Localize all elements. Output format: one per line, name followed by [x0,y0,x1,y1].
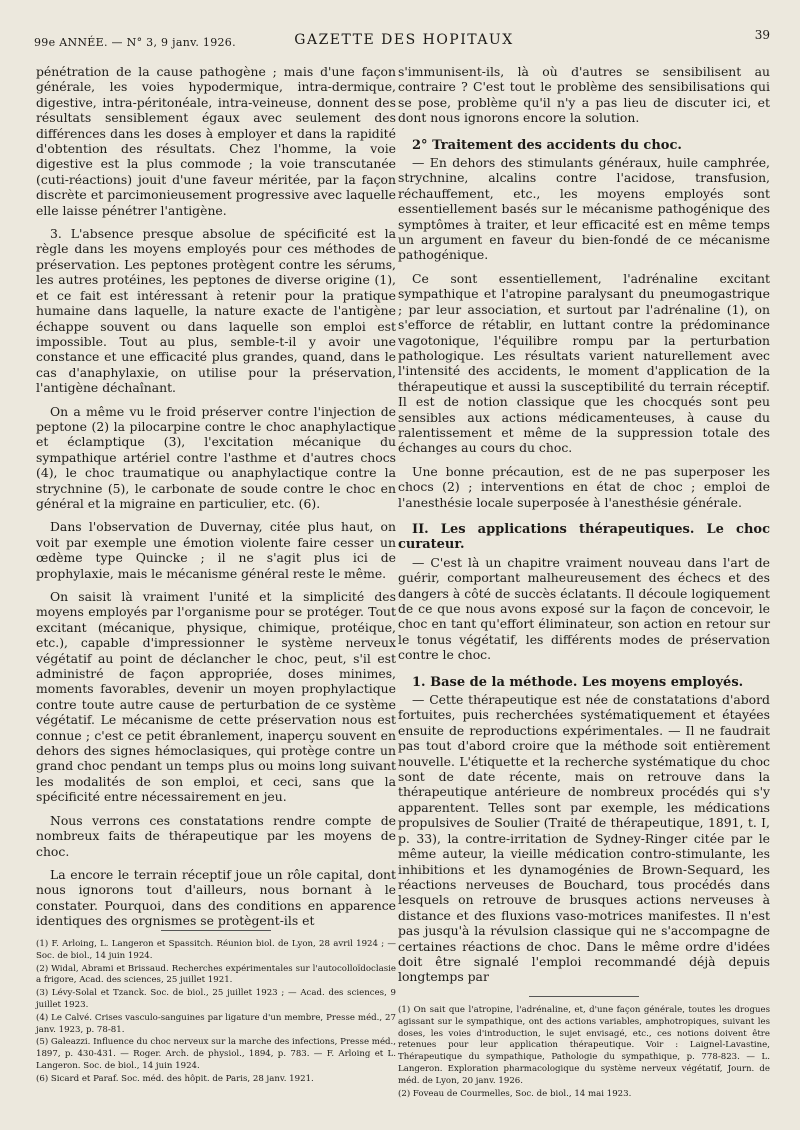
paragraph: 3. L'absence presque absolue de spécificité est la règle dans les moyens employés pour ces méthodes de préservation. Les peptones protègent contre les sérums, les autres protéines, les peptones de diverse origine (1), et ce fait est intéressant à retenir pour la pratique humaine dans laquelle, la nature exacte de l'antigène échappe souvent ou dans laquelle son emploi est impossible. Tout au plus, semble-t-il y avoir une constance et une efficacité plus grandes, quand, dans le cas d'anaphylaxie, on utilise pour la préservation, l'antigène déchaînant. [36,226,396,396]
footnote-divider [529,996,639,997]
paragraph: Une bonne précaution, est de ne pas superposer les chocs (2) ; interventions en état de choc ; emploi de l'anesthésie locale superposée à l'anesthésie générale. [398,463,770,510]
page-header [34,28,774,52]
issue-info: 99e ANNÉE. — N° 3, 9 janv. 1926. [34,36,236,49]
footnote: (1) F. Arloing, L. Langeron et Spassitch. Réunion biol. de Lyon, 28 avril 1924 ; — Soc. de biol., 14 juin 1924. [36,939,396,961]
footnote: (4) Le Calvé. Crises vasculo-sanguines par ligature d'un membre, Presse méd., 27 janv. 1923, p. 78-81. [36,1012,396,1035]
paragraph: Nous verrons ces constatations rendre compte de nombreux faits de thérapeutique par les moyens de choc. [36,812,396,859]
paragraph: Dans l'observation de Duvernay, citée plus haut, on voit par exemple une émotion violente faire cesser un œdème type Quincke ; il ne s'agit plus ici de prophylaxie, mais le mécanisme général reste le même. [36,519,396,581]
footnotes-left [36,930,396,1087]
paragraph: — En dehors des stimulants généraux, huile camphrée, strychnine, alcalins contre l'acidose, transfusion, réchauffement, etc., les moyens employés sont essentiellement basés sur le mécanisme pathogénique des symptômes à traiter, et leur efficacité est en même temps un argument en faveur du bien-fondé de ce mécanisme pathogénique. [398,155,770,263]
footnote: (6) Sicard et Paraf. Soc. méd. des hôpit. de Paris, 28 janv. 1921. [36,1073,314,1084]
left-column [36,64,396,937]
paragraph: — C'est là un chapitre vraiment nouveau dans l'art de guérir, comportant malheureusement des échecs et des dangers à côté de succès éclatants. Il découle logiquement de ce que nous avons exposé sur la façon de concevoir, le choc en tant qu'effort éliminateur, son action en retour sur le tonus végétatif, les différents modes de préservation contre le choc. [398,554,770,663]
footnote: (3) Lévy-Solal et Tzanck. Soc. de biol., 25 juillet 1923 ; — Acad. des sciences, 9 juillet 1923. [36,988,396,1010]
section-heading: 1. Base de la méthode. Les moyens employés. [412,674,744,690]
page-number: 39 [754,28,770,42]
footnote: (1) On sait que l'atropine, l'adrénaline, et, d'une façon générale, toutes les drogues agissant sur le sympathique, ont des actions variables, amphotropiques, suivant les doses, les voies d'introduction, le sujet envisagé, etc., ces notions doivent être retenues pour leur application thérapeutique. Voir : Laignel-Lavastine, Thérapeutique du sympathique, Pathologie du sympathique, p. 778-823. — L. Langeron. Exploration pharmacologique du système nerveux végétatif, Journ. de méd. de Lyon, 20 janv. 1926. [398,1005,770,1086]
footnote-divider [161,930,271,931]
paragraph: La encore le terrain réceptif joue un rôle capital, dont nous ignorons tout d'ailleurs, nous bornant à le constater. Pourquoi, dans des conditions en apparence identiques des orgnismes se protègent-ils et [36,866,396,929]
journal-title: GAZETTE DES HOPITAUX [294,32,514,48]
right-column [398,64,770,993]
paragraph: On a même vu le froid préserver contre l'injection de peptone (2) la pilocarpine contre le choc anaphylactique et éclamptique (3), l'excitation mécanique du sympathique artériel contre l'asthme et d'autres chocs (4), le choc traumatique ou anaphylactique contre la strychnine (5), le carbonate de soude contre le choc en général et la migraine en particulier, etc. (6). [36,403,396,511]
footnote: (2) Widal, Abrami et Brissaud. Recherches expérimentales sur l'autocolloïdoclasie a frigore, Acad. des sciences, 25 juillet 1921. [36,963,396,986]
paragraph: s'immunisent-ils, là où d'autres se sensibilisent au contraire ? C'est tout le problème des sensibilisations qui se pose, problème qu'il n'y a pas lieu de discuter ici, et dont nous ignorons encore la solution. [398,64,770,126]
paragraph: On saisit là vraiment l'unité et la simplicité des moyens employés par l'organisme pour se protéger. Tout excitant (mécanique, physique, chimique, protéique, etc.), capable d'impressionner le système nerveux végétatif au point de déclancher le choc, peut, s'il est administré de façon appropriée, doses minimes, moments favorables, devenir un moyen prophylactique contre toute autre cause de perturbation de ce système végétatif. Le mécanisme de cette préservation nous est connue ; c'est ce petit ébranlement, inaperçu souvent en dehors des signes hémoclasiques, qui protège contre un grand choc pendant un temps plus ou moins long suivant les modalités de son emploi, et ceci, sans que la spécificité entre nécessairement en jeu. [36,589,396,805]
paragraph: pénétration de la cause pathogène ; mais d'une façon générale, les voies hypodermique, intra-dermique, digestive, intra-péritonéale, intra-veineuse, donnent des résultats sensiblement égaux avec seulement des différences dans les doses à employer et dans la rapidité d'obtention des résultats. Chez l'homme, la voie digestive est la plus commode ; la voie transcutanée (cuti-réactions) jouit d'une faveur méritée, par la façon discrète et parcimonieusement progressive avec laquelle elle laisse pénétrer l'antigène. [36,64,396,218]
section-heading: 2° Traitement des accidents du choc. [412,137,682,153]
section-heading: II. Les applications thérapeutiques. Le choc curateur. [398,521,770,553]
footnote: (2) Foveau de Courmelles, Soc. de biol., 14 mai 1923. [398,1088,632,1099]
footnotes-right [398,996,770,1101]
footnote: (5) Galeazzi. Influence du choc nerveux sur la marche des infections, Presse méd., 1897, p. 430-431. — Roger. Arch. de physiol., 1894, p. 783. — F. Arloing et L. Langeron. Soc. de biol., 14 juin 1924. [36,1037,396,1071]
paragraph: Ce sont essentiellement, l'adrénaline excitant sympathique et l'atropine paralysant du pneumogastrique ; par leur association, et surtout par l'adrénaline (1), on s'efforce de rétablir, en luttant contre la prédominance vagotonique, l'équilibre rompu par la perturbation pathologique. Les résultats varient naturellement avec l'intensité des accidents, le moment d'application de la thérapeutique et aussi la susceptibilité du terrain réceptif. Il est de notion classique que les chocqués sont peu sensibles aux actions médicamenteuses, à cause du ralentissement et même de la suppression totale des échanges au cours du choc. [398,270,770,456]
paragraph: — Cette thérapeutique est née de constatations d'abord fortuites, puis recherchées systématiquement et étayées ensuite de reproductions expérimentales. — Il ne faudrait pas tout d'abord croire que la méthode soit entièrement nouvelle. L'étiquette et la recherche systématique du choc sont de date récente, mais on retrouve dans la thérapeutique antérieure de nombreux procédés qui s'y apparentent. Telles sont par exemple, les médications propulsives de Soulier (Traité de thérapeutique, 1891, t. I, p. 33), la contre-irritation de Sydney-Ringer citée par le même auteur, la vieille médication contro-stimulante, les inhibitions et les dynamogénies de Brown-Sequard, les réactions nerveuses de Bouchard, tous procédés dans lesquels on retrouve de brusques actions nerveuses à distance et des fluxions vaso-motrices manifestes. Il n'est pas jusqu'à la révulsion classique qui ne s'accompagne de certaines réactions de choc. Dans le même ordre d'idées doit être signalé l'emploi recommandé déjà depuis longtemps par [398,692,770,985]
